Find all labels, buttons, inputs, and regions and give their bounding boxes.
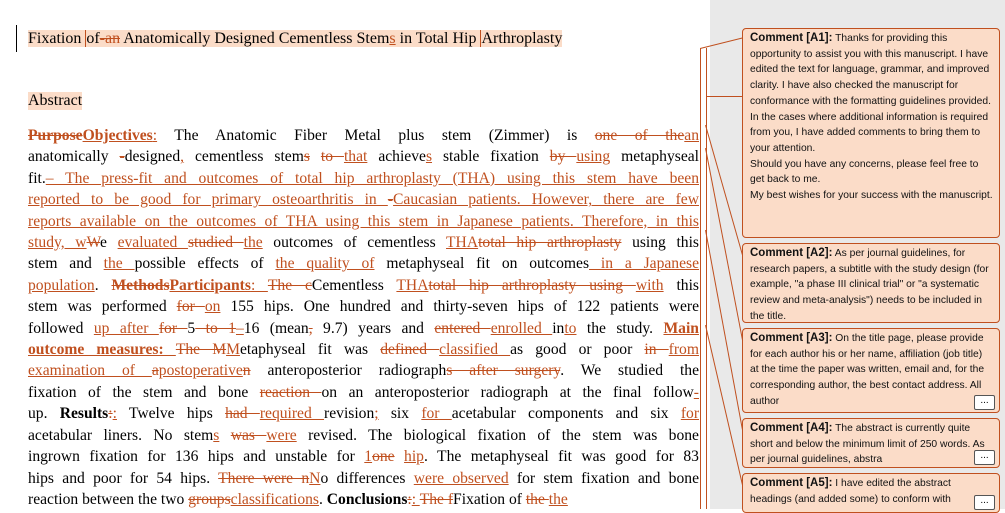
expand-comment-button[interactable]: ... — [974, 495, 995, 510]
text-run: outcomes of cementless — [262, 234, 447, 252]
tracked-deletion: Methods — [111, 276, 170, 294]
text-run: Conclusions — [326, 490, 408, 508]
tracked-insertion: classified — [439, 341, 511, 359]
tracked-insertion: postoperative — [158, 362, 243, 380]
tracked-insertion: reports available on the outcomes of THA using this stem in Japanese patients. Therefore, in this — [28, 212, 699, 230]
tracked-insertion: : — [112, 405, 117, 423]
tracked-deletion: one — [372, 448, 395, 466]
tracked-insertion: the quality of — [275, 255, 375, 273]
title-segment: Anatomically Designed Cementless Stem — [120, 30, 390, 47]
text-run — [395, 448, 404, 465]
tracked-insertion: the — [103, 255, 135, 273]
tracked-deletion: groups — [188, 490, 231, 508]
tracked-insertion: from — [668, 341, 699, 359]
comment-balloon[interactable] — [742, 243, 1000, 323]
title-segment: of — [86, 30, 100, 47]
tracked-deletion: one of the — [594, 127, 685, 144]
text-run: F — [453, 490, 462, 508]
text-run: C — [311, 276, 323, 294]
tracked-insertion: using — [576, 148, 611, 166]
tracked-insertion: M — [226, 341, 240, 359]
text-run: revision — [324, 405, 375, 423]
tracked-deletion: The M — [175, 341, 227, 359]
text-run: cementless stem — [184, 148, 304, 166]
tracked-insertion: THA — [446, 234, 479, 252]
title-segment: in Total Hip — [395, 30, 481, 47]
tracked-deletion: - — [387, 191, 394, 209]
tracked-insertion: with — [635, 276, 664, 294]
abstract-line — [28, 168, 699, 189]
text-run: up. — [28, 405, 60, 423]
tracked-insertion: Caucasian patients. However, there are few — [393, 191, 699, 209]
title-segment: Fixation — [28, 30, 86, 47]
tracked-insertion: evaluated — [117, 234, 188, 252]
tracked-insertion: s — [425, 148, 433, 166]
tracked-deletion: n — [242, 362, 251, 380]
abstract-line — [28, 146, 699, 167]
comment-balloon[interactable] — [742, 473, 1000, 513]
text-run: fixation of the stem and bone — [28, 383, 260, 401]
tracked-insertion: , — [180, 148, 185, 166]
abstract-line — [28, 189, 699, 210]
tracked-insertion: ; — [374, 405, 379, 423]
tracked-deletion: : — [407, 490, 412, 508]
tracked-insertion: : — [411, 490, 420, 508]
title-segment: Arthroplasty — [481, 30, 563, 47]
text-run: e — [100, 234, 118, 252]
text-run: 16 (mean — [243, 319, 309, 337]
text-run: hips and poor for 54 hips. — [28, 469, 219, 487]
text-run: achieve — [367, 148, 426, 166]
tracked-insertion: reported to be good for primary osteoarthritis in — [28, 191, 388, 209]
tracked-insertion: were — [266, 426, 297, 444]
tracked-deletion: Purpose — [28, 127, 83, 144]
abstract-line — [28, 382, 699, 403]
tracked-insertion: the — [548, 490, 568, 508]
title-deletion: -an — [99, 30, 121, 47]
text-run — [310, 148, 321, 165]
tracked-deletion: The c — [267, 276, 312, 294]
comment-id: Comment [A2]: — [750, 247, 833, 259]
manuscript-title[interactable] — [28, 30, 562, 48]
tracked-deletion: s after surgery — [446, 362, 561, 380]
tracked-insertion: – The press-fit and outcomes of total hip arthroplasty (THA) using this stem have been — [45, 169, 699, 187]
text-run: as good or poor — [510, 341, 645, 359]
text-run: . The metaphyseal fit was good for 83 — [423, 448, 699, 466]
tracked-deletion: for — [176, 298, 205, 316]
tracked-insertion: required — [259, 405, 325, 423]
tracked-deletion: defined — [380, 341, 440, 359]
abstract-line — [28, 360, 699, 381]
text-run: stem and — [28, 255, 104, 273]
tracked-insertion: an — [684, 127, 699, 144]
abstract-line — [28, 403, 699, 424]
tracked-insertion: that — [343, 148, 368, 166]
abstract-heading: Abstract — [28, 92, 83, 109]
tracked-insertion: Main — [663, 319, 699, 337]
tracked-insertion: s — [213, 426, 220, 444]
text-run: using this — [621, 234, 700, 252]
comment-connector — [706, 96, 742, 97]
tracked-insertion: up after — [93, 319, 159, 337]
comment-balloon[interactable] — [742, 28, 1000, 238]
text-run: . — [319, 490, 327, 508]
abstract-line — [28, 275, 699, 296]
text-run: anteroposterior radiograph — [250, 362, 447, 380]
comment-text: On the title page, please provide for each author his or her name, affiliation (job title) at the time the paper was written, email and, for the corresponding author, the best contact address. All author — [750, 333, 985, 407]
tracked-insertion: the — [243, 234, 263, 252]
tracked-insertion: in a Japanese — [589, 255, 700, 273]
text-run: for stem fixation and bone — [508, 469, 699, 487]
tracked-insertion: study, w — [28, 234, 87, 252]
tracked-deletion: total hip arthroplasty — [478, 234, 622, 252]
text-run: ixation of — [461, 490, 526, 508]
text-run: acetabular components and six — [451, 405, 681, 423]
tracked-insertion: were observed — [413, 469, 509, 487]
text-run — [219, 427, 230, 444]
abstract-line — [28, 125, 699, 146]
tracked-insertion: – — [235, 319, 244, 337]
text-run: . — [94, 276, 112, 294]
comment-connector — [700, 48, 701, 509]
text-run: ementless — [322, 276, 397, 294]
tracked-insertion: hip — [404, 448, 424, 466]
tracked-deletion: a — [151, 362, 159, 380]
abstract-line — [28, 425, 699, 446]
tracked-insertion: for — [680, 405, 700, 423]
comment-text: I have edited the abstract headings (and added some) to conform with — [750, 478, 951, 505]
text-run: etaphyseal fit was — [239, 341, 381, 359]
tracked-deletion: W — [86, 234, 101, 252]
tracked-insertion: on — [204, 298, 221, 316]
comment-balloon[interactable] — [742, 418, 1000, 468]
text-run: Twelve hips — [116, 405, 226, 423]
text-run: 155 hips. One hundred and thirty-seven hips of 122 patients were — [220, 298, 699, 316]
text-run: ingrown fixation for 136 hips and unstable for — [28, 448, 365, 466]
abstract-line — [28, 296, 699, 317]
abstract-line — [28, 232, 699, 253]
tracked-insertion: THA — [396, 276, 429, 294]
text-run: in — [552, 319, 565, 337]
text-run: anatomically — [28, 148, 120, 166]
text-run: on an anteroposterior radiograph at the final follow — [321, 383, 694, 401]
tracked-insertion: : — [250, 276, 268, 294]
text-run: 9.7) years and — [312, 319, 435, 337]
text-run: metaphyseal fit on outcomes — [374, 255, 590, 273]
tracked-deletion: total hip arthroplasty using — [428, 276, 636, 294]
comment-text: Thanks for providing this opportunity to assist you with this manuscript. I have edited the text for language, grammar, and improved clarity. I have also checked the manuscript for conformance with the formatting guidelines provided. In the cases where additional information is required from you, I have added comments to bring them to your attention. Should you have any concerns, please feel free to get back to me. My best wishes for your success with the manuscript. — [750, 33, 993, 202]
comment-id: Comment [A3]: — [750, 332, 833, 344]
text-run: designed — [124, 148, 181, 166]
comment-text: The abstract is currently quite short and below the minimum limit of 250 words. As per journal guidelines, abstra — [750, 423, 985, 466]
text-run: metaphyseal — [610, 148, 700, 166]
tracked-deletion: : — [108, 405, 113, 423]
text-run: followed — [28, 319, 94, 337]
tracked-deletion: s — [303, 148, 310, 166]
tracked-deletion: - — [119, 148, 125, 166]
tracked-deletion: by — [549, 148, 577, 166]
text-run: six — [378, 405, 422, 423]
text-run: this — [663, 276, 699, 294]
tracked-deletion: to 1 — [195, 319, 236, 337]
tracked-insertion: classifications — [230, 490, 319, 508]
comment-id: Comment [A1]: — [750, 32, 833, 44]
tracked-deletion: was — [230, 426, 267, 444]
text-run: . We studied the — [560, 362, 699, 380]
text-run: reaction between the two — [28, 490, 189, 508]
tracked-deletion: to — [320, 148, 344, 166]
tracked-insertion: enrolled — [490, 319, 553, 337]
tracked-insertion: to — [564, 319, 577, 337]
text-run: stem was performed — [28, 298, 177, 316]
text-run: the study. — [576, 319, 664, 337]
comment-connector — [706, 48, 707, 509]
text-run: stable fixation — [432, 148, 550, 166]
tracked-insertion: population — [28, 276, 95, 294]
tracked-insertion: for — [421, 405, 452, 423]
text-run: revised. The biological fixation of the stem was bone — [296, 426, 699, 444]
tracked-insertion: outcome measures: — [28, 341, 176, 359]
title-insertion: s — [389, 30, 396, 47]
abstract-body[interactable] — [28, 125, 699, 509]
abstract-line — [28, 253, 699, 274]
expand-comment-button[interactable]: ... — [974, 395, 995, 410]
tracked-insertion: : — [152, 127, 158, 144]
comment-id: Comment [A5]: — [750, 477, 833, 489]
tracked-deletion: The f — [419, 490, 454, 508]
text-run: possible effects of — [134, 255, 276, 273]
tracked-deletion: for — [158, 319, 188, 337]
abstract-line — [28, 211, 699, 232]
tracked-deletion: entered — [434, 319, 491, 337]
comment-text: As per journal guidelines, for research papers, a subtitle with the study design (for example, "a phase III clinical trial" or "a systematic review and meta-analysis") needs to be included in the title. — [750, 248, 989, 322]
text-run: acetabular liners. No stem — [28, 426, 214, 444]
abstract-line — [28, 468, 699, 489]
text-cursor — [16, 25, 17, 52]
tracked-deletion: reaction — [259, 383, 322, 401]
tracked-insertion: 1 — [364, 448, 373, 466]
tracked-insertion: Participants — [169, 276, 251, 294]
tracked-deletion: studied — [187, 234, 244, 252]
tracked-insertion: - — [693, 383, 699, 401]
text-run: Results — [59, 405, 109, 423]
text-run: fit. — [28, 169, 46, 187]
abstract-line — [28, 318, 699, 339]
tracked-deletion: had — [225, 405, 260, 423]
text-run: o differences — [320, 469, 414, 487]
tracked-deletion: There were n — [218, 469, 310, 487]
expand-comment-button[interactable]: ... — [974, 450, 995, 465]
abstract-line — [28, 489, 699, 509]
tracked-deletion: in — [644, 341, 669, 359]
comment-id: Comment [A4]: — [750, 422, 833, 434]
text-run: 5 — [187, 319, 196, 337]
tracked-insertion: N — [309, 469, 321, 487]
tracked-deletion: the — [525, 490, 549, 508]
abstract-line — [28, 339, 699, 360]
tracked-deletion: , — [308, 319, 313, 337]
tracked-insertion: examination of — [28, 362, 152, 380]
text-run: The Anatomic Fiber Metal plus stem (Zimmer) is — [157, 127, 595, 144]
abstract-line — [28, 446, 699, 467]
comment-balloon[interactable] — [742, 328, 1000, 413]
tracked-insertion: Objectives — [82, 127, 153, 144]
